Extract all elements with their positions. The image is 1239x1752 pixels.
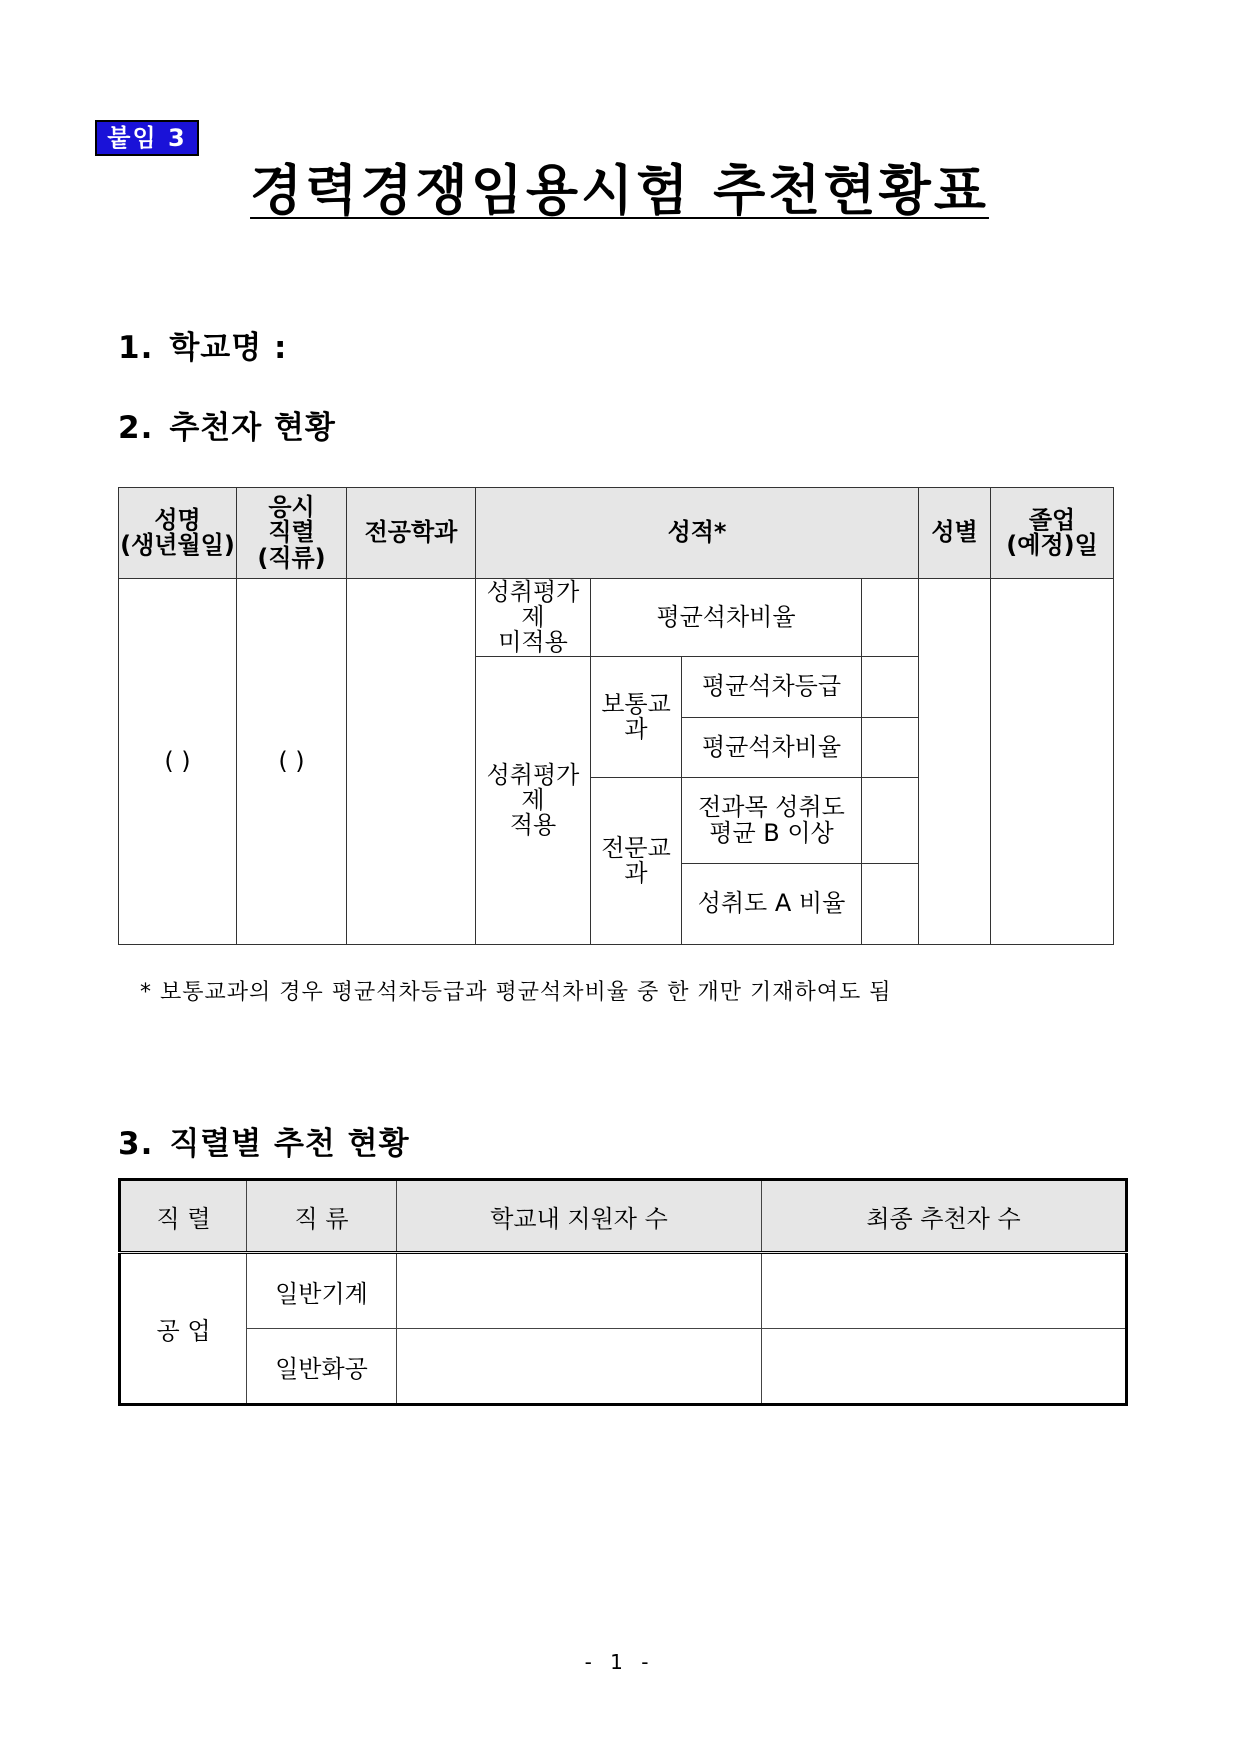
- table-header-row: [119, 488, 1114, 579]
- header-graduation-date: 졸업 (예정)일: [991, 488, 1114, 579]
- all-subject-label: 전과목 성취도 평균 B 이상: [682, 778, 862, 864]
- header-name: 성명 (생년월일): [119, 488, 237, 579]
- no-achievement-label: 성취평가제 미적용: [476, 579, 591, 657]
- subseries-cell: 일반기계: [247, 1253, 397, 1329]
- avg-rank-ratio-value[interactable]: [862, 579, 919, 657]
- avg-rank-grade-label: 평균석차등급: [682, 657, 862, 718]
- section-recommendee-status: [118, 402, 336, 447]
- footnote: * 보통교과의 경우 평균석차등급과 평균석차비율 중 한 개만 기재하여도 됨: [140, 980, 892, 1005]
- table-row: [120, 1253, 1127, 1329]
- section-label: 직렬별 추천 현황: [169, 1126, 410, 1162]
- final-count-cell[interactable]: [762, 1253, 1127, 1329]
- avg-rank-ratio-label: 평균석차비율: [591, 579, 862, 657]
- header-gender: 성별: [919, 488, 991, 579]
- applicant-count-cell[interactable]: [397, 1253, 762, 1329]
- a-ratio-label: 성취도 A 비율: [682, 864, 862, 945]
- avg-rank-grade-value[interactable]: [862, 657, 919, 718]
- vocational-subject-label: 전문교과: [591, 778, 682, 945]
- section-label: 추천자 현황: [169, 410, 336, 446]
- series-industry-cell: 공 업: [120, 1253, 247, 1405]
- section-number: 1.: [118, 330, 154, 366]
- a-ratio-value[interactable]: [862, 864, 919, 945]
- header-grade: 성적*: [476, 488, 919, 579]
- avg-rank-ratio-label-2: 평균석차비율: [682, 718, 862, 778]
- recommendee-table: [118, 487, 1114, 945]
- table-row: [119, 579, 1114, 657]
- major-cell[interactable]: [347, 579, 476, 945]
- series-status-table: [118, 1178, 1128, 1406]
- header-subseries: 직 류: [247, 1180, 397, 1253]
- final-count-cell[interactable]: [762, 1329, 1127, 1405]
- subseries-cell: 일반화공: [247, 1329, 397, 1405]
- header-series: 직 렬: [120, 1180, 247, 1253]
- series-cell[interactable]: ( ): [237, 579, 347, 945]
- general-subject-label: 보통교과: [591, 657, 682, 778]
- section-label: 학교명 :: [169, 330, 288, 366]
- page-number: - 1 -: [584, 1650, 655, 1674]
- document-title-text: 경력경쟁임용시험 추천현황표: [250, 159, 989, 222]
- achievement-label: 성취평가제 적용: [476, 657, 591, 945]
- section-series-status: [118, 1118, 410, 1163]
- avg-rank-ratio-value-2[interactable]: [862, 718, 919, 778]
- gender-cell[interactable]: [919, 579, 991, 945]
- applicant-count-cell[interactable]: [397, 1329, 762, 1405]
- table-row: [120, 1329, 1127, 1405]
- section-number: 2.: [118, 410, 154, 446]
- graduation-date-cell[interactable]: [991, 579, 1114, 945]
- attachment-badge: 붙임 3: [95, 120, 199, 156]
- section-number: 3.: [118, 1126, 154, 1162]
- document-title: [0, 148, 1239, 225]
- name-cell[interactable]: ( ): [119, 579, 237, 945]
- table-header-row: [120, 1180, 1127, 1253]
- header-apply-series: 응시 직렬 (직류): [237, 488, 347, 579]
- header-applicant-count: 학교내 지원자 수: [397, 1180, 762, 1253]
- header-major: 전공학과: [347, 488, 476, 579]
- all-subject-value[interactable]: [862, 778, 919, 864]
- section-school-name: [118, 322, 287, 367]
- header-final-count: 최종 추천자 수: [762, 1180, 1127, 1253]
